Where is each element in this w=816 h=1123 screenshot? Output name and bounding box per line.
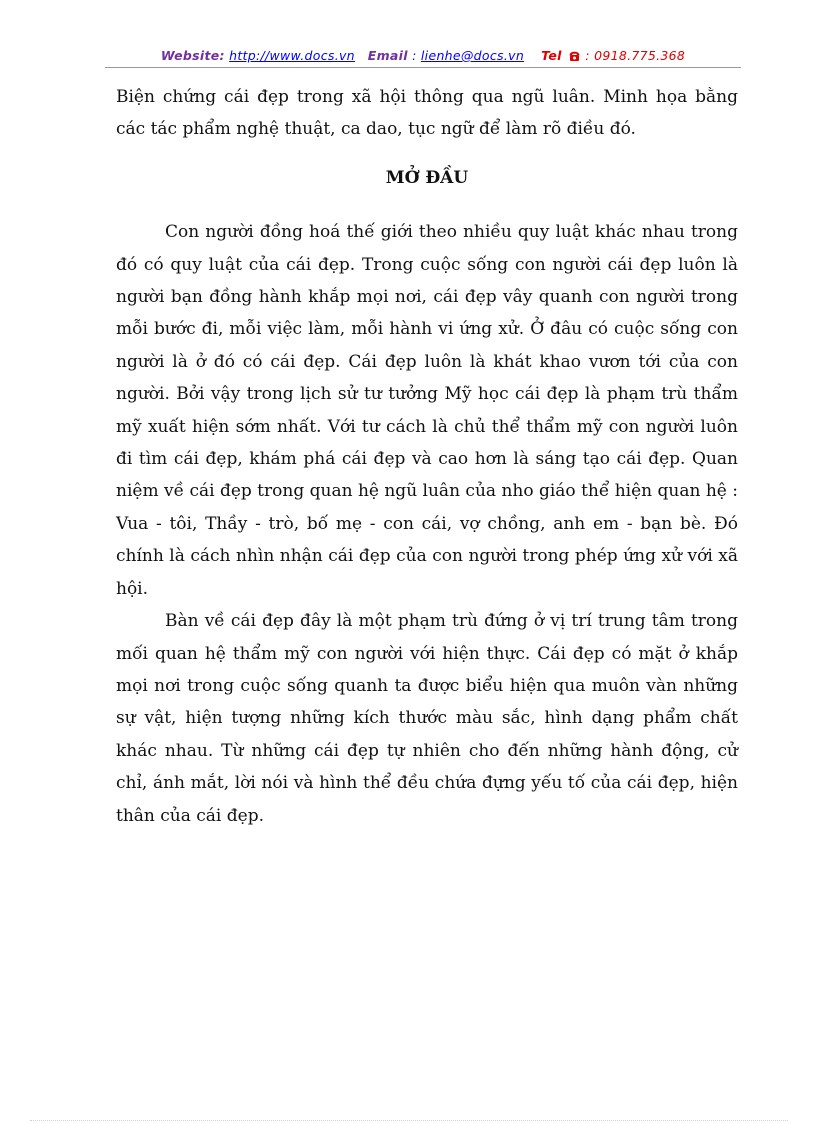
intro-paragraph: Biện chứng cái đẹp trong xã hội thông qua ngũ luân. Minh họa bằng các tác phẩm nghệ thuật, ca dao, tục ngữ để làm rõ điều đó. bbox=[116, 87, 738, 140]
website-label: Website: bbox=[160, 48, 225, 63]
body-paragraph-2: Bàn về cái đẹp đây là một phạm trù đứng ở vị trí trung tâm trong mối quan hệ thẩm mỹ con người với hiện thực. Cái đẹp có mặt ở khắp mọi nơi trong cuộc sống quanh ta được biểu hiện qua muôn vàn những sự vật, hiện tượng những kích thước màu sắc, hình dạng phẩm chất khác nhau. Từ những cái đẹp tự nhiên cho đến những hành động, cử chỉ, ánh mắt, lời nói và hình thể đều chứa đựng yếu tố của cái đẹp, hiện thân của cái đẹp. bbox=[116, 611, 738, 826]
telephone-icon bbox=[569, 47, 580, 57]
body-paragraph-1: Con người đồng hoá thế giới theo nhiều quy luật khác nhau trong đó có quy luật của cái đẹp. Trong cuộc sống con người cái đẹp luôn là người bạn đồng hành khắp mọi nơi, cái đẹp vây quanh con người trong mỗi bước đi, mỗi việc làm, mỗi hành vi ứng xử. Ở đâu có cuộc sống con người là ở đó có cái đẹp. Cái đẹp luôn là khát khao vươn tới của con người. Bởi vậy trong lịch sử tư tưởng Mỹ học cái đẹp là phạm trù thẩm mỹ xuất hiện sớm nhất. Với tư cách là chủ thể thẩm mỹ con người luôn đi tìm cái đẹp, khám phá cái đẹp và cao hơn là sáng tạo cái đẹp. Quan niệm về cái đẹp trong quan hệ ngũ luân của nho giáo thể hiện quan hệ : Vua - tôi, Thầy - trò, bố mẹ - con cái, vợ chồng, anh em - bạn bè. Đó chính là cách nhìn nhận cái đẹp của con người trong phép ứng xử với xã hội. bbox=[116, 222, 738, 599]
document-body bbox=[116, 81, 738, 832]
email-separator: : bbox=[412, 48, 417, 63]
phone-number: : 0918.775.368 bbox=[585, 48, 686, 63]
footer-divider bbox=[30, 1120, 788, 1121]
email-label: Email bbox=[367, 48, 408, 63]
website-link[interactable]: http://www.docs.vn bbox=[229, 48, 355, 63]
section-heading: MỞ ĐẦU bbox=[385, 167, 469, 188]
tel-label: Tel bbox=[541, 48, 562, 63]
page-header bbox=[105, 46, 741, 68]
email-link[interactable]: lienhe@docs.vn bbox=[420, 48, 525, 63]
header-divider bbox=[105, 67, 741, 68]
